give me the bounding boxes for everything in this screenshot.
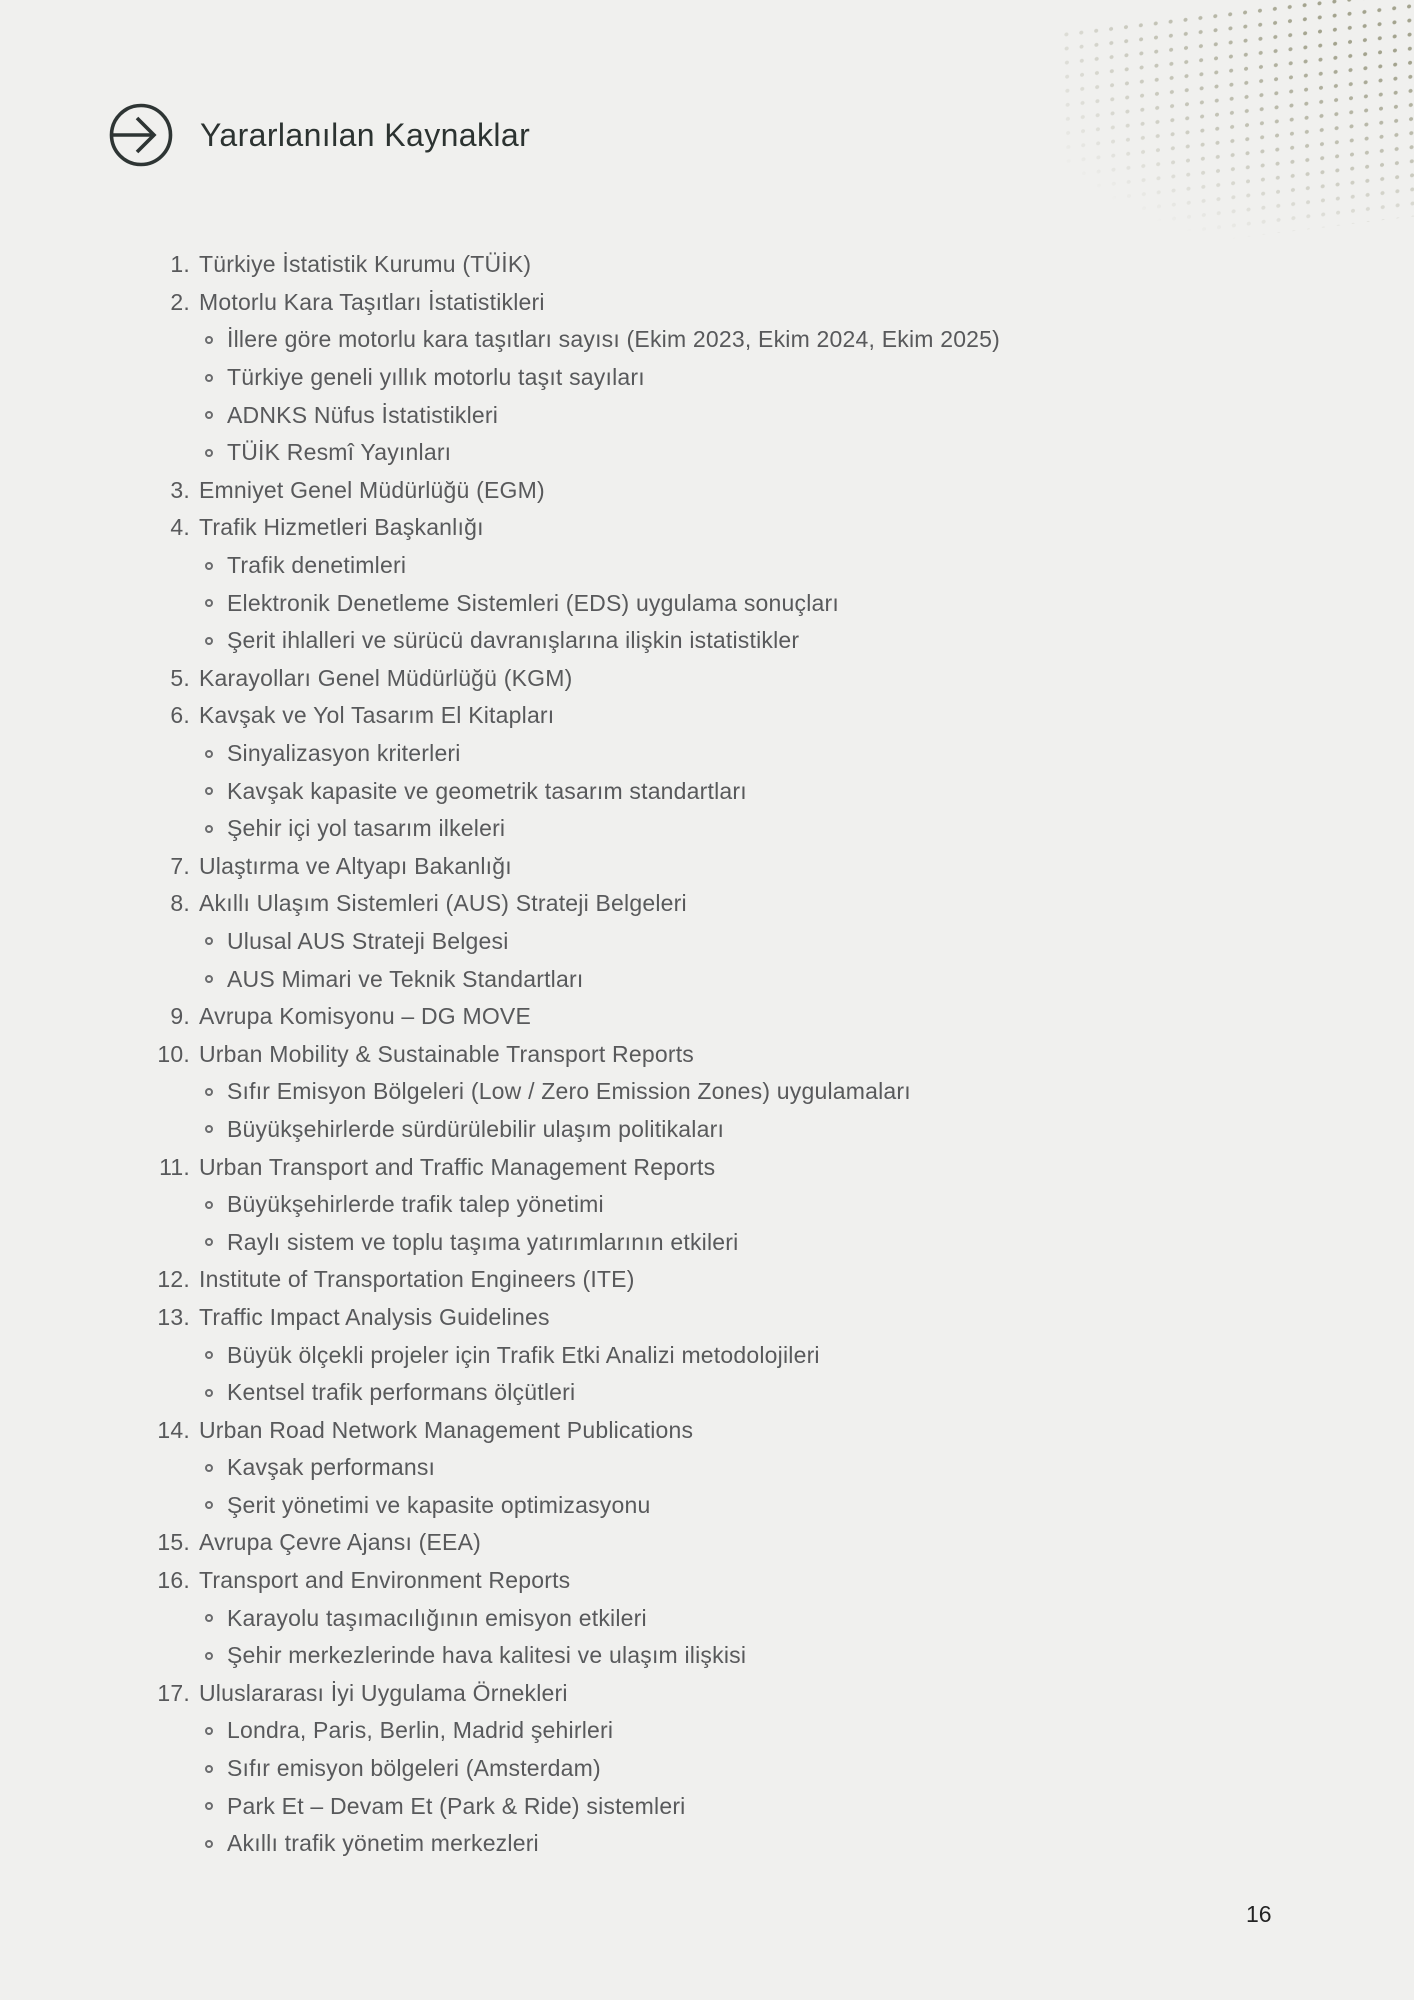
reference-sub-text: Şerit ihlalleri ve sürücü davranışlarına ilişkin istatistikler xyxy=(227,627,800,654)
reference-number: 4. xyxy=(170,514,190,541)
circle-bullet-icon xyxy=(205,1464,213,1472)
arrow-right-circle-icon xyxy=(108,102,174,168)
reference-sub-text: Akıllı trafik yönetim merkezleri xyxy=(227,1830,539,1857)
reference-text: Akıllı Ulaşım Sistemleri (AUS) Strateji Belgeleri xyxy=(199,890,687,917)
reference-item xyxy=(150,885,1170,923)
reference-sub-text: Raylı sistem ve toplu taşıma yatırımlarının etkileri xyxy=(227,1228,739,1255)
page-number: 16 xyxy=(1246,1901,1272,1927)
reference-sub-text: AUS Mimari ve Teknik Standartları xyxy=(227,965,584,992)
circle-bullet-icon xyxy=(205,1201,213,1209)
reference-sub-text: Londra, Paris, Berlin, Madrid şehirleri xyxy=(227,1717,614,1744)
reference-text: Türkiye İstatistik Kurumu (TÜİK) xyxy=(199,251,532,278)
reference-sub-item xyxy=(150,1374,1170,1412)
reference-sub-text: Büyük ölçekli projeler için Trafik Etki Analizi metodolojileri xyxy=(227,1341,820,1368)
reference-sub-text: Ulusal AUS Strateji Belgesi xyxy=(227,927,509,954)
circle-bullet-icon xyxy=(205,1614,213,1622)
reference-sub-text: Şehir merkezlerinde hava kalitesi ve ulaşım ilişkisi xyxy=(227,1642,747,1669)
reference-number: 7. xyxy=(170,852,190,879)
reference-sub-text: Sinyalizasyon kriterleri xyxy=(227,740,461,767)
reference-text: Karayolları Genel Müdürlüğü (KGM) xyxy=(199,664,573,691)
reference-number: 2. xyxy=(170,288,190,315)
reference-item xyxy=(150,660,1170,698)
reference-sub-item xyxy=(150,772,1170,810)
circle-bullet-icon xyxy=(205,374,213,382)
reference-text: Trafik Hizmetleri Başkanlığı xyxy=(199,514,484,541)
reference-item xyxy=(150,1411,1170,1449)
reference-item xyxy=(150,246,1170,284)
page-title: Yararlanılan Kaynaklar xyxy=(200,116,531,153)
reference-item xyxy=(150,1675,1170,1713)
reference-sub-text: Sıfır Emisyon Bölgeleri (Low / Zero Emission Zones) uygulamaları xyxy=(227,1078,911,1105)
circle-bullet-icon xyxy=(205,1125,213,1133)
reference-sub-item xyxy=(150,1223,1170,1261)
reference-sub-item xyxy=(150,321,1170,359)
reference-number: 14. xyxy=(157,1416,190,1443)
circle-bullet-icon xyxy=(205,1840,213,1848)
reference-sub-item xyxy=(150,1787,1170,1825)
reference-number: 17. xyxy=(157,1679,190,1706)
reference-text: Emniyet Genel Müdürlüğü (EGM) xyxy=(199,476,545,503)
reference-sub-text: Trafik denetimleri xyxy=(227,552,407,579)
reference-item xyxy=(150,697,1170,735)
reference-item xyxy=(150,1261,1170,1299)
reference-sub-item xyxy=(150,584,1170,622)
circle-bullet-icon xyxy=(205,1088,213,1096)
circle-bullet-icon xyxy=(205,562,213,570)
reference-sub-text: Kavşak performansı xyxy=(227,1454,436,1481)
reference-text: Motorlu Kara Taşıtları İstatistikleri xyxy=(199,288,545,315)
reference-text: Avrupa Komisyonu – DG MOVE xyxy=(199,1003,532,1030)
reference-number: 10. xyxy=(157,1040,190,1067)
circle-bullet-icon xyxy=(205,1802,213,1810)
reference-text: Urban Mobility & Sustainable Transport Reports xyxy=(199,1040,694,1067)
circle-bullet-icon xyxy=(205,599,213,607)
reference-sub-item xyxy=(150,434,1170,472)
reference-sub-item xyxy=(150,1750,1170,1788)
page-header xyxy=(108,102,530,168)
reference-sub-text: Sıfır emisyon bölgeleri (Amsterdam) xyxy=(227,1755,601,1782)
reference-sub-text: ADNKS Nüfus İstatistikleri xyxy=(227,401,499,428)
circle-bullet-icon xyxy=(205,750,213,758)
reference-text: Transport and Environment Reports xyxy=(199,1567,571,1594)
circle-bullet-icon xyxy=(205,411,213,419)
reference-item xyxy=(150,1299,1170,1337)
reference-item xyxy=(150,1148,1170,1186)
reference-sub-item xyxy=(150,923,1170,961)
reference-sub-item xyxy=(150,1111,1170,1149)
reference-number: 3. xyxy=(170,476,190,503)
reference-sub-item xyxy=(150,547,1170,585)
reference-sub-text: Elektronik Denetleme Sistemleri (EDS) uygulama sonuçları xyxy=(227,589,839,616)
reference-item xyxy=(150,509,1170,547)
reference-number: 9. xyxy=(170,1003,190,1030)
reference-sub-text: Kavşak kapasite ve geometrik tasarım standartları xyxy=(227,777,747,804)
reference-sub-item xyxy=(150,1073,1170,1111)
reference-item xyxy=(150,1035,1170,1073)
reference-sub-text: Türkiye geneli yıllık motorlu taşıt sayıları xyxy=(227,364,645,391)
reference-number: 13. xyxy=(157,1303,190,1330)
reference-item xyxy=(150,848,1170,886)
circle-bullet-icon xyxy=(205,336,213,344)
reference-sub-text: Büyükşehirlerde sürdürülebilir ulaşım politikaları xyxy=(227,1115,725,1142)
reference-sub-text: Park Et – Devam Et (Park & Ride) sistemleri xyxy=(227,1792,686,1819)
reference-sub-item xyxy=(150,810,1170,848)
circle-bullet-icon xyxy=(205,975,213,983)
reference-sub-text: TÜİK Resmî Yayınları xyxy=(227,439,452,466)
reference-item xyxy=(150,472,1170,510)
reference-text: Kavşak ve Yol Tasarım El Kitapları xyxy=(199,702,555,729)
reference-sub-item xyxy=(150,622,1170,660)
reference-text: Urban Road Network Management Publications xyxy=(199,1416,694,1443)
reference-number: 6. xyxy=(170,702,190,729)
reference-sub-text: Şerit yönetimi ve kapasite optimizasyonu xyxy=(227,1491,651,1518)
reference-text: Avrupa Çevre Ajansı (EEA) xyxy=(199,1529,481,1556)
reference-sub-item xyxy=(150,359,1170,397)
circle-bullet-icon xyxy=(205,1238,213,1246)
circle-bullet-icon xyxy=(205,1351,213,1359)
circle-bullet-icon xyxy=(205,637,213,645)
reference-text: Ulaştırma ve Altyapı Bakanlığı xyxy=(199,852,512,879)
dot-pattern-decoration xyxy=(1059,0,1414,260)
reference-text: Institute of Transportation Engineers (ITE) xyxy=(199,1266,635,1293)
reference-item xyxy=(150,1562,1170,1600)
reference-sub-item xyxy=(150,960,1170,998)
reference-item xyxy=(150,998,1170,1036)
reference-sub-item xyxy=(150,1637,1170,1675)
reference-sub-item xyxy=(150,1599,1170,1637)
circle-bullet-icon xyxy=(205,825,213,833)
reference-sub-item xyxy=(150,396,1170,434)
reference-sub-item xyxy=(150,1336,1170,1374)
reference-sub-item xyxy=(150,1186,1170,1224)
reference-sub-item xyxy=(150,1712,1170,1750)
circle-bullet-icon xyxy=(205,1727,213,1735)
circle-bullet-icon xyxy=(205,1652,213,1660)
reference-sub-text: Kentsel trafik performans ölçütleri xyxy=(227,1379,576,1406)
reference-sub-text: Şehir içi yol tasarım ilkeleri xyxy=(227,815,506,842)
circle-bullet-icon xyxy=(205,1389,213,1397)
reference-sub-item xyxy=(150,1825,1170,1863)
reference-sub-text: Karayolu taşımacılığının emisyon etkileri xyxy=(227,1604,647,1631)
reference-sub-item xyxy=(150,735,1170,773)
reference-number: 5. xyxy=(170,664,190,691)
reference-sub-item xyxy=(150,1487,1170,1525)
reference-text: Traffic Impact Analysis Guidelines xyxy=(199,1303,550,1330)
reference-number: 16. xyxy=(157,1567,190,1594)
circle-bullet-icon xyxy=(205,937,213,945)
reference-number: 8. xyxy=(170,890,190,917)
circle-bullet-icon xyxy=(205,1765,213,1773)
reference-number: 1. xyxy=(170,251,190,278)
reference-item xyxy=(150,1524,1170,1562)
reference-number: 12. xyxy=(157,1266,190,1293)
reference-item xyxy=(150,284,1170,322)
reference-number: 15. xyxy=(157,1529,190,1556)
reference-sub-text: Büyükşehirlerde trafik talep yönetimi xyxy=(227,1191,604,1218)
reference-text: Urban Transport and Traffic Management Reports xyxy=(199,1153,716,1180)
reference-text: Uluslararası İyi Uygulama Örnekleri xyxy=(199,1679,568,1706)
circle-bullet-icon xyxy=(205,1501,213,1509)
reference-sub-text: İllere göre motorlu kara taşıtları sayısı (Ekim 2023, Ekim 2024, Ekim 2025) xyxy=(227,326,1001,353)
circle-bullet-icon xyxy=(205,787,213,795)
reference-number: 11. xyxy=(159,1153,190,1180)
circle-bullet-icon xyxy=(205,449,213,457)
references-list xyxy=(150,246,1170,1863)
reference-sub-item xyxy=(150,1449,1170,1487)
